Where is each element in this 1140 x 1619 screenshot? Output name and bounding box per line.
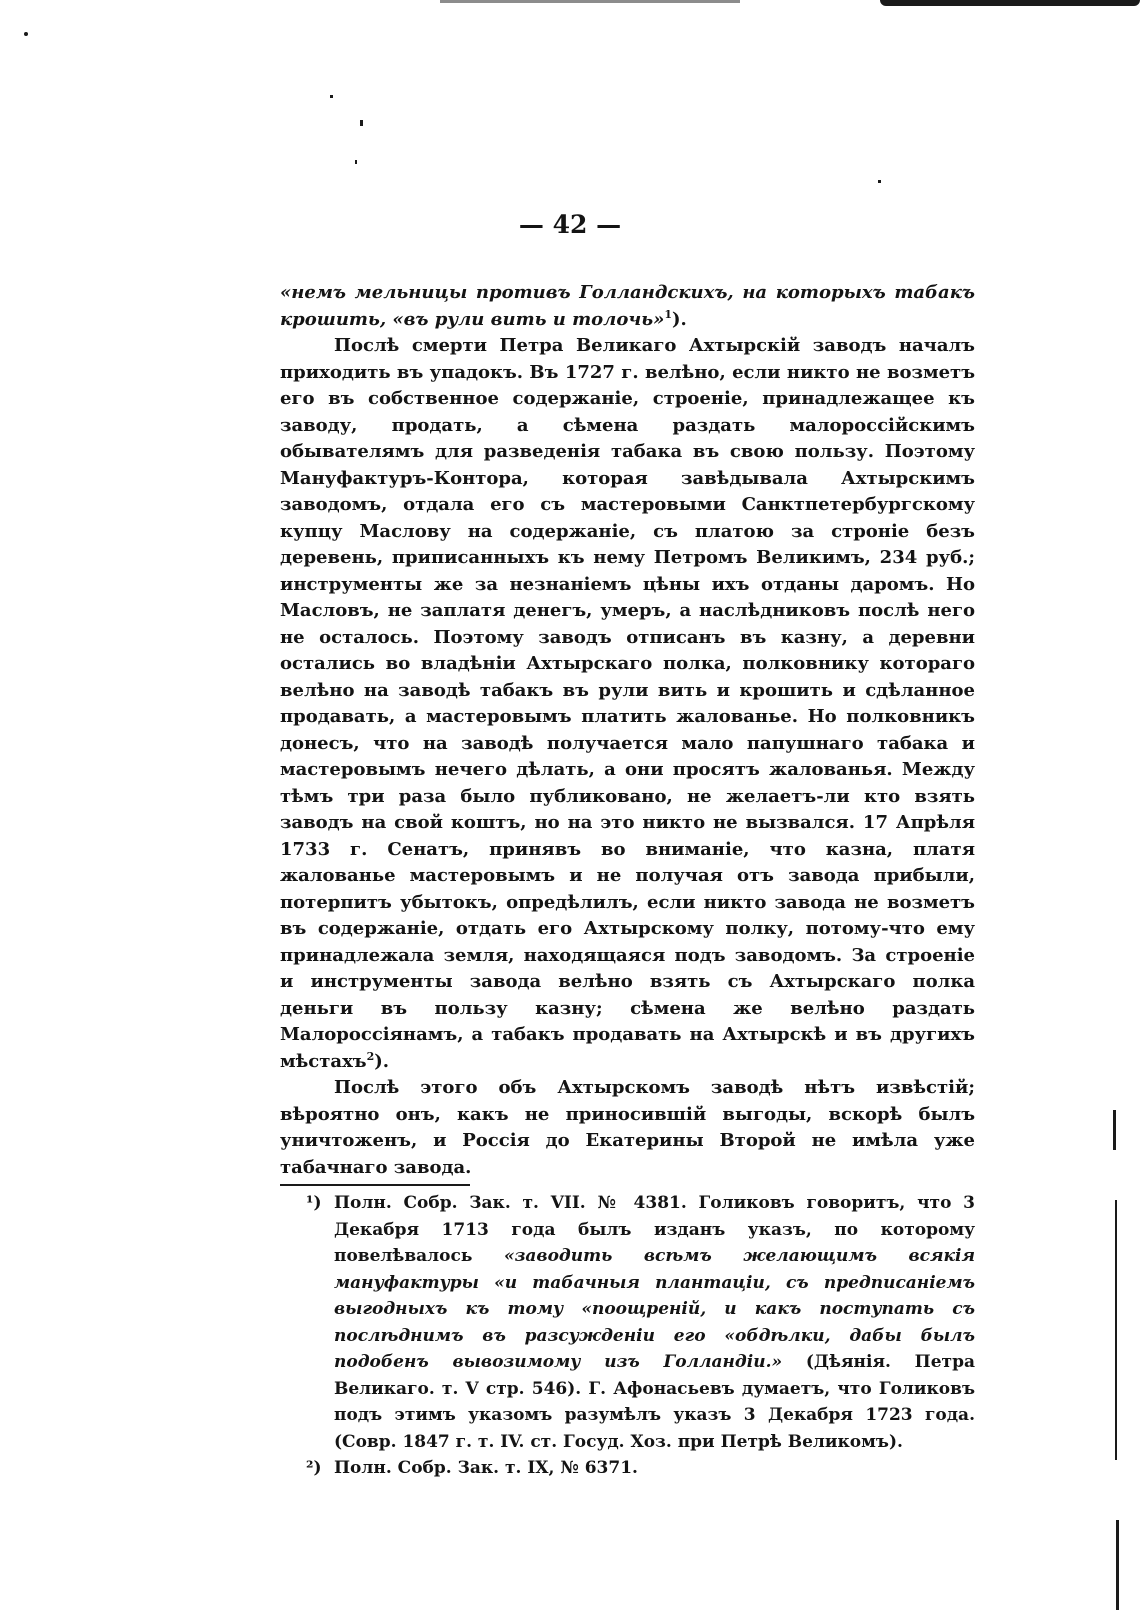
page-body	[280, 280, 975, 1482]
paragraph-continuation	[280, 280, 975, 333]
scan-artifact-speck	[360, 120, 363, 126]
intro-quote: «немъ мельницы противъ Голландскихъ, на которыхъ табакъ крошить, «въ рули вить и толочь»	[280, 282, 975, 330]
footnote-1-quote: «заводить всѣмъ желающимъ всякія мануфактуры «и табачныя плантаціи, съ предписаніемъ выгодныхъ къ тому «поощреній, и какъ поступать съ послѣднимъ въ разсужденіи его «обдѣлки, дабы былъ подобенъ вывозимому изъ Голландіи.»	[334, 1246, 976, 1372]
scan-artifact-speck	[24, 32, 28, 36]
paragraph-3	[280, 1075, 975, 1181]
footnote-2-marker: ²)	[306, 1458, 322, 1478]
footnote-1	[280, 1190, 975, 1455]
footnote-1-marker: ¹)	[306, 1193, 322, 1213]
paragraph-2-text: Послѣ смерти Петра Великаго Ахтырскій заводъ началъ приходить въ упадокъ. Въ 1727 г. велѣно, если никто не возметъ его въ собственное содержаніе, строеніе, принадлежащее къ заводу, продать, а сѣмена раздать малороссійскимъ обывателямъ для разведенія табака въ свою пользу. Поэтому Мануфактуръ-Контора, которая завѣдывала Ахтырскимъ заводомъ, отдала его съ мастеровыми Санктпетербургскому купцу Маслову на содержаніе, съ платою за строніе безъ деревень, приписанныхъ къ нему Петромъ Великимъ, 234 руб.; инструменты же за незнаніемъ цѣны ихъ отданы даромъ. Но Масловъ, не заплатя денегъ, умеръ, а наслѣдниковъ послѣ него не осталось. Поэтому заводъ отписанъ въ казну, а деревни остались во владѣніи Ахтырскаго полка, полковнику котораго велѣно на заводѣ табакъ въ рули вить и крошить и сдѣланное продавать, а мастеровымъ платить жалованье. Но полковникъ донесъ, что на заводѣ получается мало папушнаго табака и мастеровымъ нечего дѣлать, а они просятъ жалованья. Между тѣмъ три раза было публиковано, не желаетъ-ли кто взять заводъ на свой коштъ, но на это никто не вызвался. 17 Апрѣля 1733 г. Сенатъ, принявъ во вниманіе, что казна, платя жалованье мастеровымъ и не получая отъ завода прибыли, потерпитъ убытокъ, опредѣлилъ, если никто завода не возметъ въ содержаніе, отдать его Ахтырскому полку, потому-что ему принадлежала земля, находящаяся подъ заводомъ. За строеніе и инструменты завода велѣно взять съ Ахтырскаго полка деньги въ пользу казну; сѣмена же велѣно раздать Малороссіянамъ, а табакъ продавать на Ахтырскѣ и въ другихъ мѣстахъ	[280, 335, 975, 1072]
footnote-ref-2[interactable]: 2	[366, 1049, 375, 1063]
scan-artifact-margin-line	[1115, 1200, 1117, 1460]
footnote-2	[280, 1455, 975, 1482]
scan-artifact-margin-line	[1113, 1110, 1116, 1150]
intro-close: ).	[672, 308, 687, 330]
paragraph-2-close: ).	[374, 1050, 390, 1072]
scan-artifact-speck	[878, 180, 881, 183]
scan-artifact-speck	[355, 160, 357, 164]
scan-artifact-top-bar	[880, 0, 1140, 6]
page-number: — 42 —	[518, 210, 622, 239]
footnote-2-text: Полн. Собр. Зак. т. IX, № 6371.	[334, 1458, 638, 1478]
footnote-1-text-end: (Дѣянія. Петра Великаго. т. V стр. 546). Г. Афонасьевъ думаетъ, что Голиковъ подъ этимъ указомъ разумѣлъ указъ 3 Декабря 1723 года. (Совр. 1847 г. т. IV. ст. Госуд. Хоз. при Петрѣ Великомъ).	[334, 1352, 975, 1452]
footnote-ref-1[interactable]: 1	[664, 307, 672, 321]
footnote-divider	[280, 1184, 470, 1186]
paragraph-2	[280, 333, 975, 1075]
scan-artifact-margin-line	[1116, 1520, 1119, 1610]
scan-artifact-top-bar	[440, 0, 740, 3]
paragraph-3-text: Послѣ этого объ Ахтырскомъ заводѣ нѣтъ извѣстій; вѣроятно онъ, какъ не приносившій выгоды, вскорѣ былъ уничтоженъ, и Россія до Екатерины Второй не имѣла уже табачнаго завода.	[280, 1077, 975, 1178]
footnote-1-text: Полн. Собр. Зак. т. VII. № 4381. Голиковъ говоритъ, что 3 Декабря 1713 года былъ изданъ указъ, по которому повелѣвалось	[334, 1193, 975, 1266]
scan-artifact-speck	[330, 95, 333, 98]
